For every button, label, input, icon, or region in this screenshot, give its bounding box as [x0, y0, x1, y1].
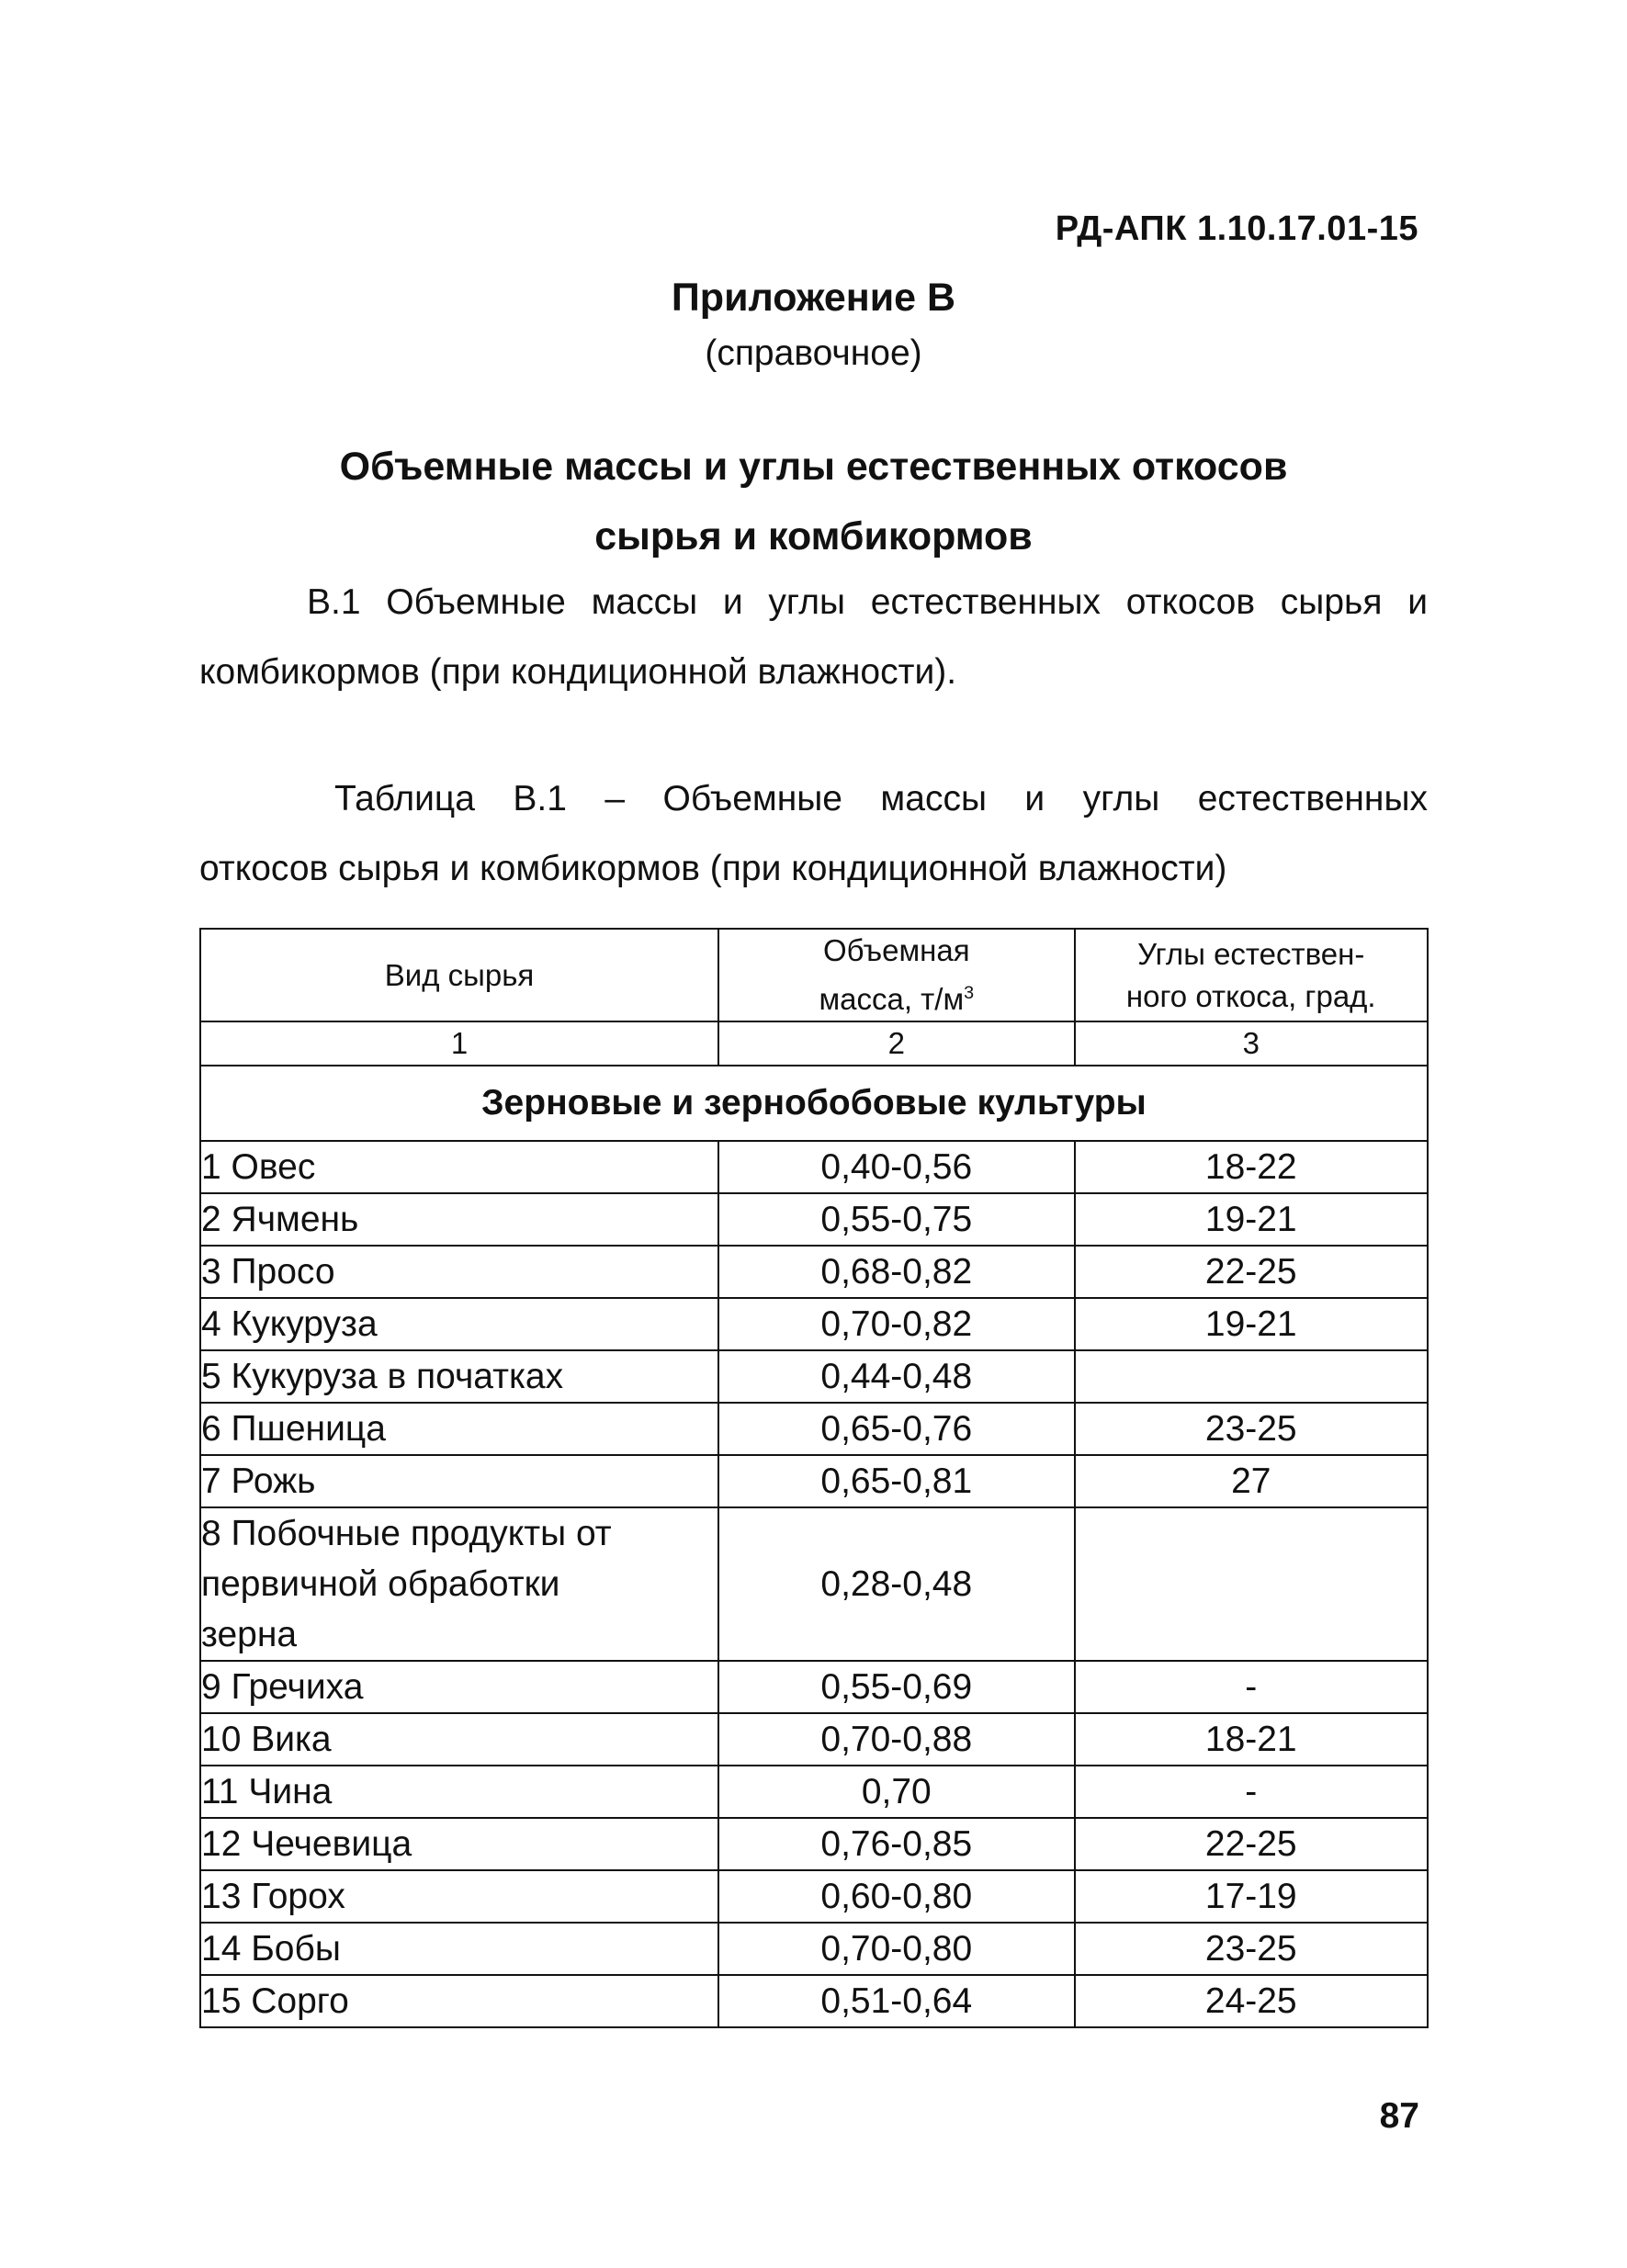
cell-angle: 18-22 [1075, 1141, 1428, 1193]
cell-mass: 0,60-0,80 [718, 1870, 1074, 1923]
header-bulk-mass-line-1: Объемная [823, 933, 970, 967]
cell-mass: 0,51-0,64 [718, 1975, 1074, 2027]
table-row [200, 1141, 1428, 1193]
document-code: РД-АПК 1.10.17.01-15 [1055, 209, 1418, 248]
paragraph-intro [199, 568, 1428, 707]
cell-name: 4 Кукуруза [200, 1298, 718, 1350]
cell-name: 11 Чина [200, 1766, 718, 1818]
cell-mass: 0,44-0,48 [718, 1350, 1074, 1403]
group-row [200, 1066, 1428, 1141]
cell-angle: 23-25 [1075, 1403, 1428, 1455]
cell-name-line-3: зерна [201, 1615, 298, 1654]
cell-angle: 19-21 [1075, 1298, 1428, 1350]
table-row [200, 1870, 1428, 1923]
cell-name [200, 1507, 718, 1661]
cell-name: 14 Бобы [200, 1923, 718, 1975]
cell-name: 15 Сорго [200, 1975, 718, 2027]
cell-name: 12 Чечевица [200, 1818, 718, 1870]
cell-name: 9 Гречиха [200, 1661, 718, 1713]
section-title-line-1: Объемные массы и углы естественных откосов [339, 445, 1288, 489]
cell-name: 3 Просо [200, 1246, 718, 1298]
cell-name-line-2: первичной обработки [201, 1564, 560, 1604]
header-material: Вид сырья [200, 929, 718, 1021]
table-row [200, 1713, 1428, 1766]
header-repose-angle-line-2: ного откоса, град. [1125, 978, 1376, 1013]
cell-mass: 0,76-0,85 [718, 1818, 1074, 1870]
table-header-row [200, 929, 1428, 1021]
cell-angle: 24-25 [1075, 1975, 1428, 2027]
cell-angle: 22-25 [1075, 1818, 1428, 1870]
table-row [200, 1246, 1428, 1298]
cell-angle: 27 [1075, 1455, 1428, 1507]
cell-name: 5 Кукуруза в початках [200, 1350, 718, 1403]
header-bulk-mass-unit: масса, т/м [819, 982, 965, 1016]
cell-mass: 0,70-0,88 [718, 1713, 1074, 1766]
table-row [200, 1298, 1428, 1350]
data-table [199, 928, 1429, 2028]
cell-angle [1075, 1350, 1428, 1403]
cell-angle: - [1075, 1766, 1428, 1818]
section-title-line-2: сырья и комбикормов [594, 514, 1033, 559]
section-title [0, 432, 1627, 571]
table-caption-line-1: Таблица В.1 – Объемные массы и углы естественных [334, 779, 1428, 818]
cell-name: 2 Ячмень [200, 1193, 718, 1246]
cell-mass: 0,70-0,82 [718, 1298, 1074, 1350]
table-row [200, 1975, 1428, 2027]
cell-name: 7 Рожь [200, 1455, 718, 1507]
appendix-title: Приложение В [671, 276, 956, 320]
column-number-row [200, 1021, 1428, 1066]
cell-angle: - [1075, 1661, 1428, 1713]
cell-angle: 17-19 [1075, 1870, 1428, 1923]
table-row [200, 1507, 1428, 1661]
table-row [200, 1193, 1428, 1246]
header-repose-angle [1075, 929, 1428, 1021]
table-row [200, 1661, 1428, 1713]
column-number-2: 2 [718, 1021, 1074, 1066]
header-bulk-mass [718, 929, 1074, 1021]
table-row [200, 1923, 1428, 1975]
table-row [200, 1403, 1428, 1455]
header-repose-angle-line-1: Углы естествен- [1137, 936, 1365, 971]
cell-mass: 0,55-0,69 [718, 1661, 1074, 1713]
paragraph-intro-line-2: комбикормов (при кондиционной влажности). [199, 652, 957, 692]
cell-angle: 18-21 [1075, 1713, 1428, 1766]
cell-mass: 0,68-0,82 [718, 1246, 1074, 1298]
table-row [200, 1350, 1428, 1403]
page-number: 87 [1379, 2096, 1419, 2136]
cell-mass: 0,40-0,56 [718, 1141, 1074, 1193]
table-row [200, 1766, 1428, 1818]
table-caption [199, 764, 1428, 904]
cell-mass: 0,65-0,76 [718, 1403, 1074, 1455]
cell-name: 6 Пшеница [200, 1403, 718, 1455]
cell-mass: 0,55-0,75 [718, 1193, 1074, 1246]
table-row [200, 1455, 1428, 1507]
cell-name-line-1: 8 Побочные продукты от [201, 1514, 612, 1553]
cell-angle: 22-25 [1075, 1246, 1428, 1298]
cell-name: 13 Горох [200, 1870, 718, 1923]
appendix-note: (справочное) [705, 333, 922, 373]
cell-angle: 19-21 [1075, 1193, 1428, 1246]
table-caption-line-2: откосов сырья и комбикормов (при кондиционной влажности) [199, 849, 1227, 888]
group-title: Зерновые и зернобобовые культуры [200, 1066, 1428, 1141]
column-number-1: 1 [200, 1021, 718, 1066]
cell-angle [1075, 1507, 1428, 1661]
table-row [200, 1818, 1428, 1870]
cell-mass: 0,65-0,81 [718, 1455, 1074, 1507]
cell-mass: 0,70-0,80 [718, 1923, 1074, 1975]
cell-angle: 23-25 [1075, 1923, 1428, 1975]
column-number-3: 3 [1075, 1021, 1428, 1066]
paragraph-intro-line-1: В.1 Объемные массы и углы естественных откосов сырья и [307, 582, 1428, 622]
cell-mass: 0,28-0,48 [718, 1507, 1074, 1661]
header-bulk-mass-sup: 3 [964, 983, 975, 1003]
cell-name: 10 Вика [200, 1713, 718, 1766]
cell-mass: 0,70 [718, 1766, 1074, 1818]
header-bulk-mass-line-2 [719, 972, 1073, 1021]
cell-name: 1 Овес [200, 1141, 718, 1193]
